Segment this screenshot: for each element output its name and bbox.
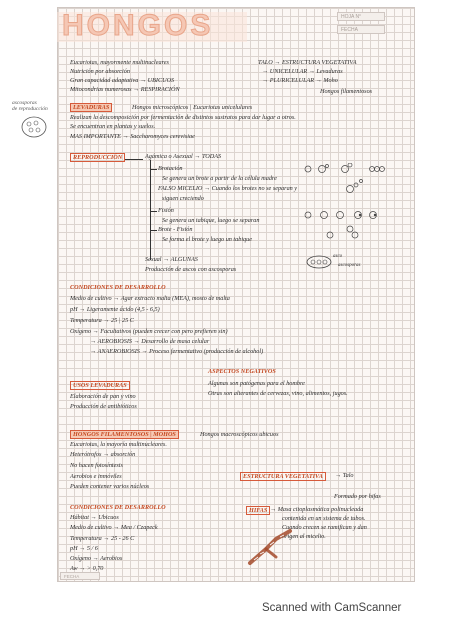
page-title: HONGOS	[62, 9, 214, 42]
aspectos-line: Otras son alterantes de cervezas, vino, alimentos, jugos.	[208, 390, 348, 397]
hifas-line: contenida en un sistema de tubos.	[282, 515, 366, 522]
hoja-tab: HOJA N°	[337, 12, 385, 21]
filamentosos-line: Aerobios e inmóviles	[70, 473, 122, 480]
tree-line	[150, 211, 157, 212]
condiciones2-line: pH → 5 / 6	[70, 545, 98, 552]
usos-line: Producción de antibióticos	[70, 403, 137, 410]
reproduccion-fision: Fisión	[158, 207, 174, 214]
margin-note-text: ascosporas de reproducción	[12, 100, 48, 112]
condiciones2-line: Medio de cultivo → Mea / Czapeck	[70, 524, 158, 531]
condiciones1-line: Temperatura → 25 | 25 C	[70, 317, 134, 324]
hifas-head: HIFAS	[246, 506, 270, 515]
filamentosos-line: Pueden contener varios núcleos	[70, 483, 150, 490]
tree-line	[150, 230, 157, 231]
footer-fecha-tab: FECHA	[60, 572, 100, 580]
talo-hongos: Hongos filamentosos	[320, 88, 373, 95]
estructura-formado: Formado por hifas	[334, 493, 381, 500]
estructura-head: ESTRUCTURA VEGETATIVA	[240, 472, 326, 481]
condiciones1-line: → AEROBIOSIS → Desarrollo de masa celular	[90, 338, 210, 345]
tree-line	[125, 159, 143, 160]
reproduccion-line: Se genera un brote a partir de la célula madre	[162, 175, 277, 182]
condiciones1-head: CONDICIONES DE DESARROLLO	[70, 284, 166, 291]
condiciones2-line: Hábitat → Ubicuos	[70, 514, 119, 521]
filamentosos-desc: Hongos macroscópicos ubicuos	[200, 431, 279, 438]
tree-line	[150, 169, 157, 170]
condiciones1-line: pH → Ligeramente ácido (4,5 - 6,5)	[70, 306, 160, 313]
condiciones1-line: → ANAEROBIOSIS → Proceso fermentativo (producción de alcohol)	[90, 348, 264, 355]
reproduccion-head: REPRODUCCIÓN	[70, 153, 125, 162]
aspectos-head: ASPECTOS NEGATIVOS	[208, 368, 276, 375]
filamentosos-line: No hacen fotosíntesis	[70, 462, 123, 469]
levaduras-head: LEVADURAS	[70, 103, 112, 112]
talo-pluricelular: → PLURICELULAR → Moho	[262, 77, 338, 84]
reproduccion-asexual: Agámica o Asexual → TODAS	[145, 153, 222, 160]
condiciones2-line: Oxígeno → Aerobios	[70, 555, 123, 562]
reproduccion-brotacion: Brotación	[158, 165, 183, 172]
reproduccion-sexual-line: Producción de ascos con ascosporas	[145, 266, 237, 273]
usos-head: USOS LEVADURAS	[70, 381, 130, 390]
hifas-line: → Masa citoplasmática polinucleada	[270, 506, 364, 513]
levaduras-line: Realizan la descomposición por fermentación de distintos sustratos para dar lugar a otros.	[70, 114, 296, 121]
condiciones2-line: Aw → > 0,70	[70, 565, 104, 572]
ascosporas-label: ascosporas	[338, 263, 361, 268]
tree-line	[150, 160, 151, 260]
condiciones1-line: Oxígeno → Facultativos (pueden crecer con pero prefieren sin)	[70, 328, 228, 335]
hifas-line: Cuando crecen se ramifican y dan	[282, 524, 367, 531]
levaduras-desc: Hongos microscópicos | Eucariotas unicelulares	[132, 104, 253, 111]
asco-icon	[305, 253, 333, 271]
reproduccion-bf-line: Se forma el brote y luego un tabique	[162, 236, 252, 243]
intro-line: Nutrición por absorción	[70, 68, 130, 75]
budding-sketch-icon	[300, 163, 400, 248]
levaduras-line: MAS IMPORTANTE → Saccharomyces cerevisiae	[70, 133, 195, 140]
talo-unicelular: → UNICELULAR → Levaduras	[262, 68, 343, 75]
camscanner-watermark: Scanned with CamScanner	[262, 602, 402, 614]
condiciones2-head: CONDICIONES DE DESARROLLO	[70, 504, 166, 511]
hifas-line: origen al micelio.	[282, 533, 326, 540]
asco-label: asco	[333, 254, 343, 259]
condiciones1-line: Medio de cultivo → Agar extracto malta (MEA), mosto de malta	[70, 295, 230, 302]
aspectos-line: Algunas son patógenas para el hombre	[208, 380, 305, 387]
talo-head: TALO → ESTRUCTURA VEGETATIVA	[258, 59, 357, 66]
filamentosos-line: Heterótrofos → absorción	[70, 451, 136, 458]
usos-line: Elaboración de pan y vino	[70, 393, 136, 400]
levaduras-line: Se encuentran en plantas y suelos.	[70, 123, 156, 130]
estructura-talo: → Talo	[335, 472, 354, 479]
reproduccion-fision-line: Se genera un tabique, luego se separan	[162, 217, 260, 224]
reproduccion-line: siguen creciendo	[162, 195, 204, 202]
filamentosos-head: HONGOS FILAMENTOSOS | MOHOS	[70, 430, 179, 439]
hifa-sketch-icon	[246, 527, 294, 567]
reproduccion-line: FALSO MICELIO → Cuando los brotes no se separan y	[158, 185, 298, 192]
intro-line: Eucariotas, mayormente multinucleares	[70, 59, 169, 66]
margin-note	[12, 100, 48, 112]
fecha-tab: FECHA	[337, 25, 385, 34]
intro-line: Gran capacidad adaptativa → UBICUOS	[70, 77, 175, 84]
filamentosos-line: Eucariotas, la mayoría multinucleares.	[70, 441, 167, 448]
reproduccion-brote-fision: Brote - Fisión	[158, 226, 193, 233]
asco-sketch-icon	[18, 112, 52, 142]
condiciones2-line: Temperatura → 25 - 26 C	[70, 535, 135, 542]
reproduccion-sexual: Sexual → ALGUNAS	[145, 256, 198, 263]
intro-line: Mitocondrias numerosas → RESPIRACIÓN	[70, 86, 180, 93]
